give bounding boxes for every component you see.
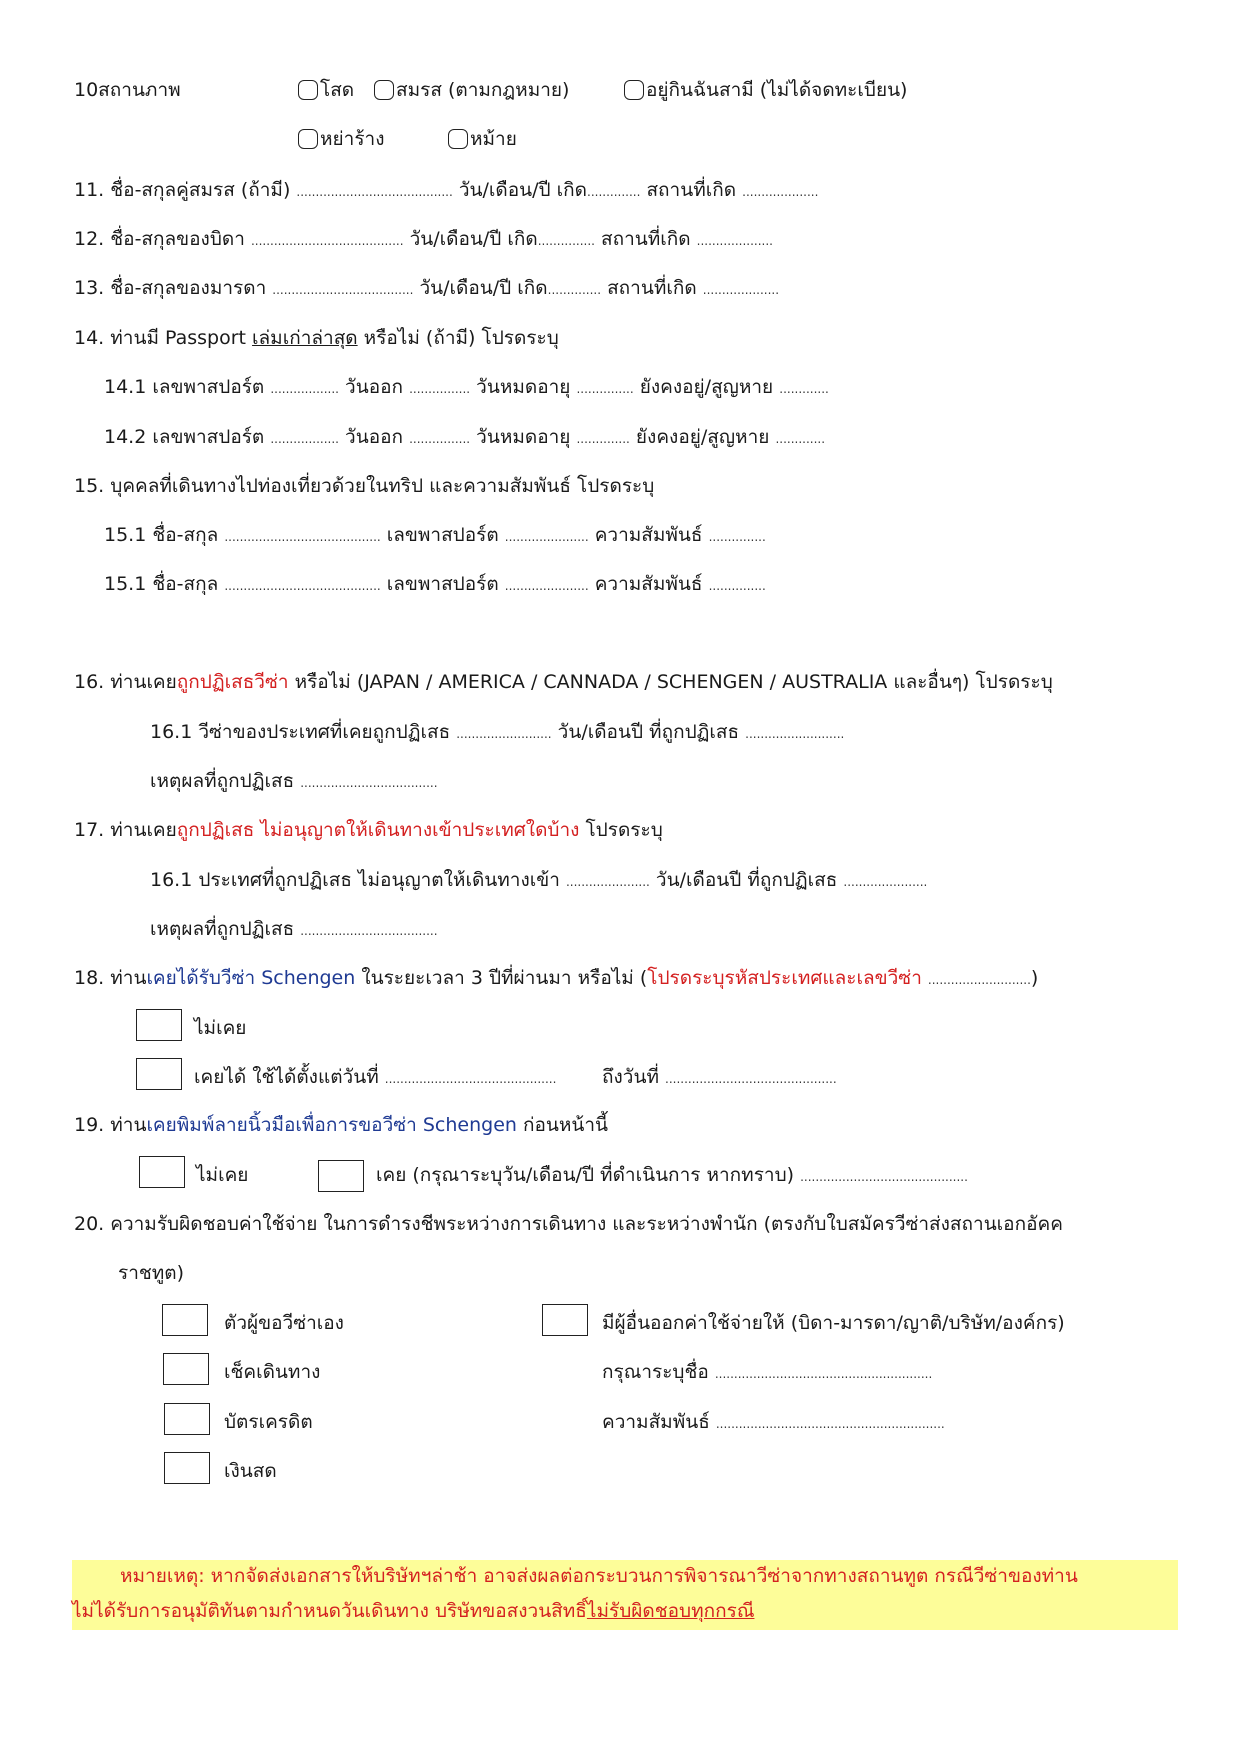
q16-row-1: 16.1 วีซ่าของประเทศที่เคยถูกปฏิเสธ ......................... วัน/เดือนปี ที่ถูกปฏิเสธ .......................... [150, 721, 845, 743]
q18-no-checkbox[interactable] [136, 1009, 182, 1041]
status-single[interactable]: โสด [298, 78, 354, 102]
q18-until-row: ถึงวันที่ ............................................. [602, 1066, 837, 1088]
q20-cash-checkbox[interactable] [164, 1452, 210, 1484]
q13-dob: วัน/เดือน/ปี เกิด [419, 277, 548, 299]
q19-heading: 19. ท่านเคยพิมพ์ลายนิ้วมือเพื่อการขอวีซ่า Schengen ก่อนหน้านี้ [74, 1114, 609, 1136]
q20-self-label: ตัวผู้ขอวีซ่าเอง [224, 1312, 344, 1334]
checkbox-widowed[interactable] [448, 129, 468, 149]
q18-heading: 18. ท่านเคยได้รับวีซ่า Schengen ในระยะเวลา 3 ปีที่ผ่านมา หรือไม่ (โปรดระบุรหัสประเทศและเลขวีซ่า ...........................) [74, 967, 1039, 989]
q20-card-label: บัตรเครดิต [224, 1411, 313, 1433]
q14-row-2: 14.2 เลขพาสปอร์ต .................. วันออก ................ วันหมดอายุ .............. ยังคงอยู่/สูญหาย ............. [104, 426, 826, 448]
q11-row [74, 178, 818, 204]
q17-row-1: 16.1 ประเทศที่ถูกปฏิเสธ ไม่อนุญาตให้เดินทางเข้า ...................... วัน/เดือนปี ที่ถูกปฏิเสธ ...................... [150, 869, 928, 891]
q20-cash-label: เงินสด [224, 1460, 277, 1482]
fill-line[interactable]: ......................................... [296, 185, 453, 199]
status-married[interactable]: สมรส (ตามกฎหมาย) [374, 78, 569, 102]
checkbox-single[interactable] [298, 80, 318, 100]
checkbox-cohabiting[interactable] [624, 80, 644, 100]
fill-line[interactable]: ............... [537, 234, 595, 248]
q18-yes-row: เคยได้ ใช้ได้ตั้งแต่วันที่ ............................................. [194, 1066, 557, 1088]
q16-reason: เหตุผลที่ถูกปฏิเสธ .................................... [150, 770, 438, 792]
q17-heading: 17. ท่านเคยถูกปฏิเสธ ไม่อนุญาตให้เดินทางเข้าประเทศใดบ้าง โปรดระบุ [74, 819, 663, 841]
q20-heading: 20. ความรับผิดชอบค่าใช้จ่าย ในการดำรงชีพระหว่างการเดินทาง และระหว่างพำนัก (ตรงกับใบสมัครวีซ่าส่งสถานเอกอัคค [74, 1213, 1063, 1235]
q16-heading: 16. ท่านเคยถูกปฏิเสธวีซ่า หรือไม่ (JAPAN / AMERICA / CANNADA / SCHENGEN / AUSTRALIA และอื่นๆ) โปรดระบุ [74, 671, 1053, 693]
q11-birthplace: สถานที่เกิด [646, 179, 737, 201]
checkbox-married[interactable] [374, 80, 394, 100]
fill-line[interactable]: .................... [696, 234, 773, 248]
q20-other-label: มีผู้อื่นออกค่าใช้จ่ายให้ (บิดา-มารดา/ญาติ/บริษัท/องค์กร) [602, 1312, 1065, 1334]
remark-line-2: ไม่ได้รับการอนุมัติทันตามกำหนดวันเดินทาง บริษัทขอสงวนสิทธิ์ไม่รับผิดชอบทุกกรณี [72, 1600, 755, 1622]
q15-row-2: 15.1 ชื่อ-สกุล ......................................... เลขพาสปอร์ต ...................... ความสัมพันธ์ ............... [104, 573, 766, 595]
status-divorced[interactable]: หย่าร้าง [298, 127, 384, 151]
status-widowed[interactable]: หม้าย [448, 127, 517, 151]
q18-no-label: ไม่เคย [194, 1017, 247, 1039]
fill-line[interactable]: .................... [702, 283, 780, 297]
q12-row [74, 227, 773, 253]
q18-yes-checkbox[interactable] [136, 1058, 182, 1090]
q20-self-checkbox[interactable] [162, 1304, 208, 1336]
fill-line[interactable]: ..................................... [272, 283, 414, 297]
q13-mother-name: 13. ชื่อ-สกุลของมารดา [74, 277, 267, 299]
status-cohabiting[interactable]: อยู่กินฉันสามี (ไม่ได้จดทะเบียน) [624, 78, 907, 102]
checkbox-divorced[interactable] [298, 129, 318, 149]
q20-heading-cont: ราชทูต) [118, 1262, 185, 1284]
q19-yes-checkbox[interactable] [318, 1160, 364, 1192]
q13-birthplace: สถานที่เกิด [607, 277, 697, 299]
fill-line[interactable]: .............. [547, 283, 602, 297]
q20-other-checkbox[interactable] [542, 1304, 588, 1336]
q12-dob: วัน/เดือน/ปี เกิด [409, 228, 538, 250]
q11-spouse-name: 11. ชื่อ-สกุลคู่สมรส (ถ้ามี) [74, 179, 291, 201]
remark-line-1: หมายเหตุ: หากจัดส่งเอกสารให้บริษัทฯล่าช้า อาจส่งผลต่อกระบวนการพิจารณาวีซ่าจากทางสถานทูต กรณีวีซ่าของท่าน [120, 1565, 1078, 1587]
q15-heading: 15. บุคคลที่เดินทางไปท่องเที่ยวด้วยในทริป และความสัมพันธ์ โปรดระบุ [74, 475, 655, 497]
remark-box [72, 1560, 1178, 1630]
fill-line[interactable]: .............. [587, 185, 641, 199]
q14-row-1: 14.1 เลขพาสปอร์ต .................. วันออก ................ วันหมดอายุ ............... ยังคงอยู่/สูญหาย ............. [104, 376, 829, 398]
q20-cheque-label: เช็คเดินทาง [224, 1361, 321, 1383]
q20-card-checkbox[interactable] [164, 1403, 210, 1435]
q17-reason: เหตุผลที่ถูกปฏิเสธ .................................... [150, 918, 438, 940]
q10-label: 10สถานภาพ [74, 79, 181, 101]
q13-row [74, 276, 779, 302]
fill-line[interactable]: .................... [742, 185, 819, 199]
q19-yes-row: เคย (กรุณาระบุวัน/เดือน/ปี ที่ดำเนินการ หากทราบ) ............................................ [376, 1164, 968, 1186]
q19-no-label: ไม่เคย [196, 1164, 249, 1186]
q11-dob: วัน/เดือน/ปี เกิด [458, 179, 587, 201]
q15-row-1: 15.1 ชื่อ-สกุล ......................................... เลขพาสปอร์ต ...................... ความสัมพันธ์ ............... [104, 524, 766, 546]
fill-line[interactable]: ........................................ [250, 234, 404, 248]
q12-father-name: 12. ชื่อ-สกุลของบิดา [74, 228, 245, 250]
q19-no-checkbox[interactable] [139, 1156, 185, 1188]
q14-heading: 14. ท่านมี Passport เล่มเก่าล่าสุด หรือไม่ (ถ้ามี) โปรดระบุ [74, 327, 559, 349]
q20-name-row: กรุณาระบุชื่อ ......................................................... [602, 1361, 933, 1383]
q20-relation-row: ความสัมพันธ์ ............................................................ [602, 1411, 945, 1433]
q20-cheque-checkbox[interactable] [163, 1353, 209, 1385]
q12-birthplace: สถานที่เกิด [601, 228, 691, 250]
